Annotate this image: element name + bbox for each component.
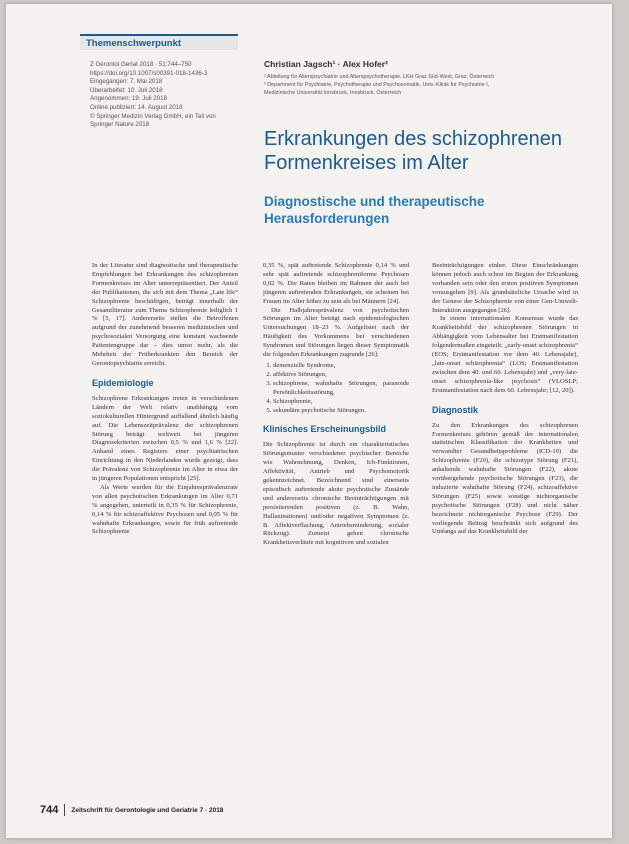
meta-line: https://doi.org/10.1007/s00391-018-1436-3 <box>90 69 208 77</box>
list-item: 1. demenzielle Syndrome, <box>273 362 409 371</box>
meta-line: Angenommen: 19. Juli 2018 <box>90 95 168 103</box>
text-column-2 <box>263 262 409 548</box>
meta-line: Z Gerontol Geriat 2018 · 51:744–750 <box>90 61 192 68</box>
heading-epidemiologie: Epidemiologie <box>92 377 154 388</box>
disorder-list <box>263 362 409 415</box>
body-paragraph: Zu den Erkrankungen des schizophrenen Formenkreises gehören gemäß der internationalen statistischen Klassifikation der Krankheiten und verwandter Gesundheitsprobleme (ICD-10) die Schizophrenie (F20), die schizotype Störung (F21), anhaltende wahnhafte Störungen (F22), akute vorübergehende psychotische Störungen (F23), die induzierte wahnhafte Störung (F24), schizoaffektive Störungen (F25) sowie sonstige nichtorganische psychotische Störungen (F28) und nicht näher bezeichnete nichtorganische Psychose (F29). Der vorliegende Beitrag beschränkt sich aufgrund des Umfangs auf das Krankheitsbild der <box>432 421 578 536</box>
affiliation-line: ¹ Abteilung für Alterspsychiatrie und Alterspsychotherapie, LKH Graz Süd-West, Graz, Österreich <box>264 74 495 80</box>
affiliation-line: ² Department für Psychiatrie, Psychotherapie und Psychosomatik, Univ.-Klinik für Psychiatrie I, <box>264 82 490 88</box>
body-paragraph: Als Werte wurden für die Einjahresprävalenzrate von allen psychotischen Erkrankungen im Alter 0,71 % angegeben, unterteilt in 0,35 % für Schizophrenie, 0,14 % für schizoaffektive Psychosen und 0,05 % für wahnhafte Erkrankungen, sowie für früh auftretende Schizophrenie <box>92 483 238 536</box>
body-paragraph: Die Halbjahresprävalenz von psychotischen Störungen im Alter beträgt nach epidemiologischen Untersuchungen 18–23 %. Aufgelistet nach der Häufigkeit des Vorkommens bei verschiedenen Syndromen und Störungen liegen dieser Symptomatik die folgenden Erkrankungen zugrunde [26]: <box>263 306 409 359</box>
list-item: 4. Schizophrenie, <box>273 398 409 407</box>
body-paragraph: Die Schizophrenie ist durch ein charakteristisches Störungsmuster verschiedener psychischer Bereiche wie Wahrnehmung, Denken, Ich-Funktionen, Affektivität, Antrieb und Psychomotorik gekennzeichnet. Bezeichnend sind einerseits episodisch auftretende akute psychotische Zustände und andererseits chronische Beeinträchtigungen mit persistierenden positiven (z. B. Wahn, Halluzinationen) und/oder negativen Symptomen (z. B. Affektverflachung, Antriebsminderung, sozialer Rückzug). Zumeist gehen chronische Krankheitsverläufe mit kognitiven und sozialen <box>263 441 409 547</box>
text-column-1 <box>92 262 238 537</box>
heading-diagnostik: Diagnostik <box>432 404 479 415</box>
section-banner: Themenschwerpunkt <box>80 34 238 50</box>
journal-name: Zeitschrift für Gerontologie und Geriatrie 7 · 2018 <box>71 806 224 814</box>
article-subtitle: Diagnostische und therapeutische Herausforderungen <box>264 194 485 226</box>
article-meta <box>90 61 250 130</box>
meta-line: © Springer Medizin Verlag GmbH, ein Teil von <box>90 112 216 120</box>
intro-paragraph: In der Literatur sind diagnostische und therapeutische Empfehlungen bei Erkrankungen des schizophrenen Formenkreises im Alter unterrepräsentiert. Der Anteil der Publikationen, die sich mit dem Thema „Late life“ Schizophrenie beschäftigen, beträgt innerhalb der Gesamtliteratur zum Thema Schizophrenie lediglich 1 % [5, 17]. Andererseits stellen die Betroffenen aufgrund der zunehmend besseren medizinischen und psychosozialen Versorgung eine konstant wachsende Patientengruppe dar – dies umso mehr, als die Mehrheit der Früherkrankten den Bereich der Gerontopsychiatrie erreicht. <box>92 262 238 367</box>
footer-divider <box>64 804 65 816</box>
body-paragraph: Beeinträchtigungen einher. Diese Einschränkungen können jedoch auch schon im Beginn der Erkrankung vorhanden sein oder den ersten positiven Symptomen vorausgehen [9]. Als grundsätzliche Ursache wird in der Genese der Schizophrenie von einer Gen-Umwelt-Interaktion ausgegangen [26]. <box>432 262 578 314</box>
meta-line: Springer Nature 2018 <box>90 121 150 129</box>
affiliation-line: Medizinische Universität Innsbruck, Innsbruck, Österreich <box>264 90 402 96</box>
author-block <box>264 59 604 97</box>
article-title: Erkrankungen des schizophrenen Formenkreises im Alter <box>264 128 562 174</box>
meta-line: Eingegangen: 7. Mai 2018 <box>90 78 163 86</box>
text-column-3 <box>432 262 578 537</box>
meta-line: Überarbeitet: 10. Juli 2018 <box>90 86 163 94</box>
journal-page <box>6 4 612 838</box>
list-item: 5. sekundäre psychotische Störungen. <box>273 407 409 416</box>
body-paragraph: In einem internationalen Konsensus wurde das Krankheitsbild der schizophrenen Störungen in Abhängigkeit vom Lebensalter bei Erstmanifestation folgendermaßen eingeteilt: „early-onset schizophrenia“ (EOS; Erstmanifestation vor dem 40. Lebensjahr), „late-onset schizophrenia“ (LOS; Erstmanifestation zwischen dem 40. und 60. Lebensjahr) und „very-late-onset schizophrenia-like psychosis“ (VLOSLP; Erstmanifestation nach dem 60. Lebensjahr; [12, 20]). <box>432 315 578 394</box>
body-paragraph: Schizophrene Erkrankungen treten in verschiedenen Ländern der Welt relativ unabhängig vom soziokulturellen Hintergrund auffallend ähnlich häufig auf. Die Lebenszeitprävalenz der schizophrenen Störung beträgt weltweit bei jüngeren Diagnosekriterien zwischen 0,5 % und 1,6 % [22]. Anhand eines Registers einer psychiatrischen Einrichtung in den Niederlanden wurde gezeigt, dass die Prävalenz von Schizophrenie im Alter in etwa der in jüngeren Populationen entspricht [25]. <box>92 394 238 483</box>
page-number: 744 <box>40 804 59 816</box>
list-item: 3. schizophrene, wahnhafte Störungen, paranoide Persönlichkeitsstörung, <box>273 380 409 398</box>
heading-klinisches-erscheinungsbild: Klinisches Erscheinungsbild <box>263 424 387 435</box>
author-names: Christian Jagsch¹ · Alex Hofer² <box>264 59 388 69</box>
body-paragraph: 0,35 %, spät auftretende Schizophrenie 0,14 % und sehr spät auftretende schizophreniforme Psychosen 0,02 %. Die Raten bleiben im Rahmen der auch bei jüngeren auftretenden Erkrankungen, sie scheinen bei Frauen im Alter höher zu sein als bei Männern [24]. <box>263 262 409 305</box>
page-footer <box>40 803 223 817</box>
list-item: 2. affektive Störungen, <box>273 371 409 380</box>
meta-line: Online publiziert: 14. August 2018 <box>90 103 183 111</box>
